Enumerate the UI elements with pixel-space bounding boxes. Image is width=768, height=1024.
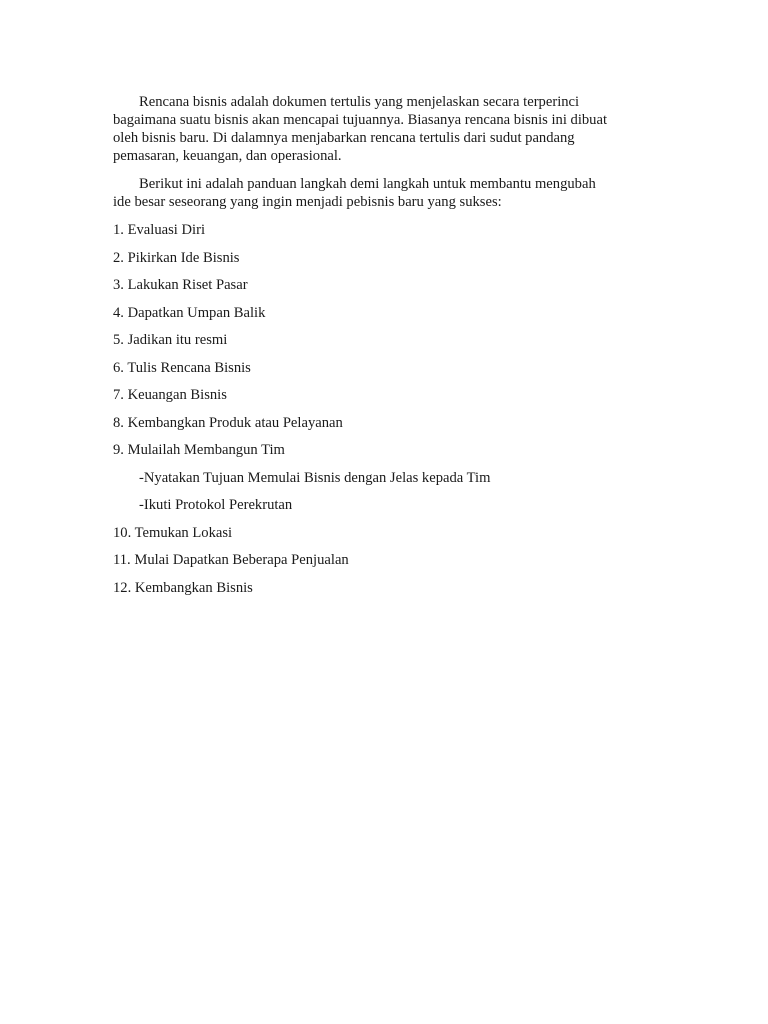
steps-list xyxy=(113,221,653,606)
step-item: 11. Mulai Dapatkan Beberapa Penjualan xyxy=(113,552,349,568)
step-item: 5. Jadikan itu resmi xyxy=(113,332,228,348)
guide-paragraph xyxy=(113,175,653,211)
step-item: 4. Dapatkan Umpan Balik xyxy=(113,304,266,321)
step-item: 7. Keuangan Bisnis xyxy=(113,387,227,403)
intro-line: pemasaran, keuangan, dan operasional. xyxy=(113,148,342,164)
step-item: 6. Tulis Rencana Bisnis xyxy=(113,359,251,376)
step-item: 2. Pikirkan Ide Bisnis xyxy=(113,249,240,266)
sub-step-item: -Ikuti Protokol Perekrutan xyxy=(139,497,293,513)
step-item: 9. Mulailah Membangun Tim xyxy=(113,442,285,458)
intro-line: Rencana bisnis adalah dokumen tertulis yang menjelaskan secara terperinci xyxy=(139,94,580,110)
step-item: 12. Kembangkan Bisnis xyxy=(113,579,253,596)
intro-paragraph xyxy=(113,93,653,165)
document-body xyxy=(113,93,653,606)
step-item: 10. Temukan Lokasi xyxy=(113,524,233,541)
intro-line: bagaimana suatu bisnis akan mencapai tujuannya. Biasanya rencana bisnis ini dibuat xyxy=(113,112,608,128)
guide-line: ide besar seseorang yang ingin menjadi pebisnis baru yang sukses: xyxy=(113,194,502,210)
intro-line: oleh bisnis baru. Di dalamnya menjabarkan rencana tertulis dari sudut pandang xyxy=(113,130,575,146)
guide-line: Berikut ini adalah panduan langkah demi langkah untuk membantu mengubah xyxy=(139,176,596,192)
step-item: 8. Kembangkan Produk atau Pelayanan xyxy=(113,414,343,431)
step-item: 3. Lakukan Riset Pasar xyxy=(113,277,248,293)
sub-step-item: -Nyatakan Tujuan Memulai Bisnis dengan Jelas kepada Tim xyxy=(139,469,491,486)
step-item: 1. Evaluasi Diri xyxy=(113,222,206,238)
